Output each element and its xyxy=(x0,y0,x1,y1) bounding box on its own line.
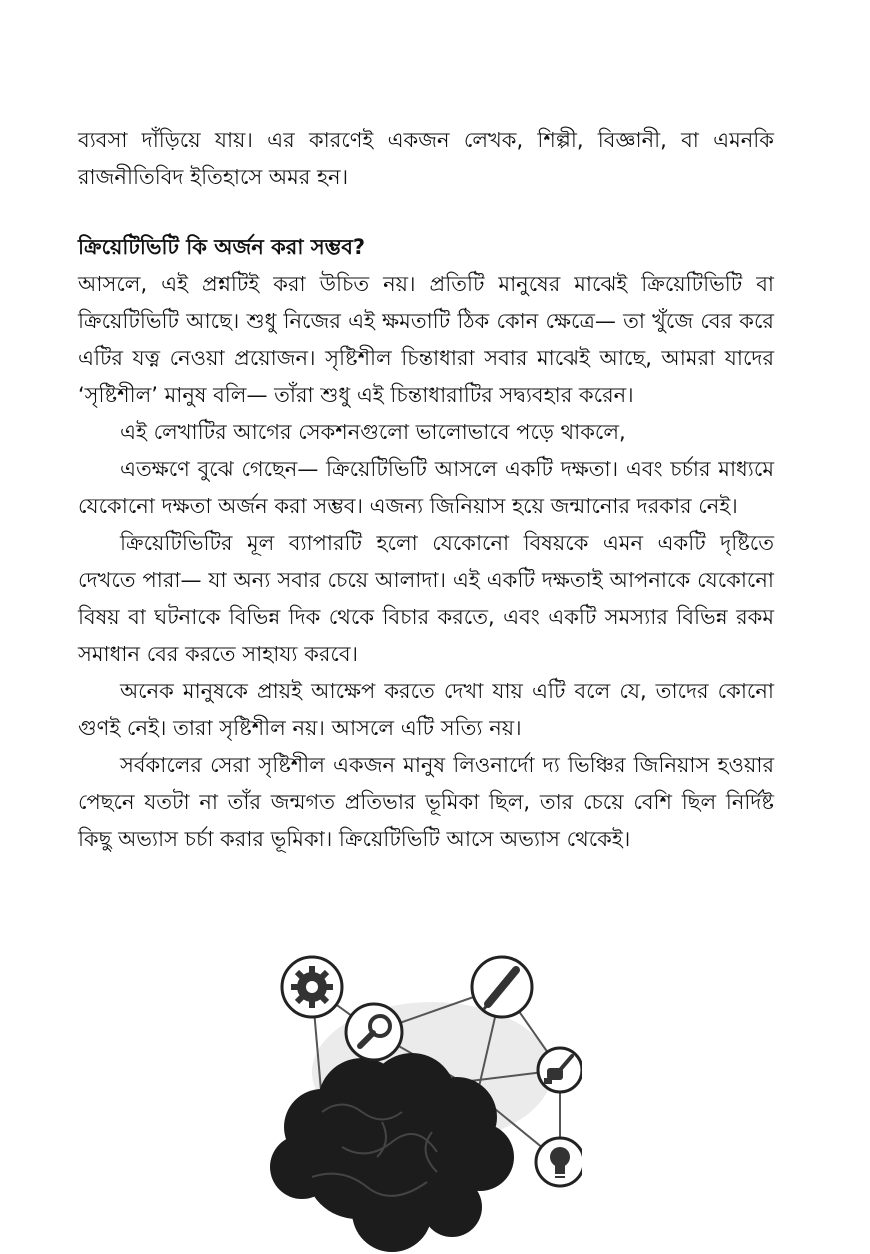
body-paragraph-1: আসলে, এই প্রশ্নটিই করা উচিত নয়। প্রতিটি মানুষের মাঝেই ক্রিয়েটিভিটি বা ক্রিয়েটিভিটি আছে। শুধু নিজের এই ক্ষমতাটি ঠিক কোন ক্ষেত্রে— তা খুঁজে বের করে এটির যত্ন নেওয়া প্রয়োজন। সৃষ্টিশীল চিন্তাধারা সবার মাঝেই আছে, আমরা যাদের ‘সৃষ্টিশীল’ মানুষ বলি— তাঁরা শুধু এই চিন্তাধারাটির সদ্ব্যবহার করেন। xyxy=(78,272,774,407)
section-body xyxy=(78,266,774,858)
pencil-node xyxy=(472,957,532,1017)
gear-icon xyxy=(291,966,333,1008)
body-paragraph-4: ক্রিয়েটিভিটির মূল ব্যাপারটি হলো যেকোনো বিষয়কে এমন একটি দৃষ্টিতে দেখতে পারা— যা অন্য সবার চেয়ে আলাদা। এই একটি দক্ষতাই আপনাকে যেকোনো বিষয় বা ঘটনাকে বিভিন্ন দিক থেকে বিচার করতে, এবং একটি সমস্যার বিভিন্ন রকম সমাধান বের করতে সাহায্য করবে। xyxy=(78,531,774,666)
lightbulb-node xyxy=(536,1138,582,1186)
body-paragraph-6: সর্বকালের সেরা সৃষ্টিশীল একজন মানুষ লিওনার্দো দ্য ভিঞ্চির জিনিয়াস হওয়ার পেছনে যতটা না তাঁর জন্মগত প্রতিভার ভূমিকা ছিল, তার চেয়ে বেশি ছিল নির্দিষ্ট কিছু অভ্যাস চর্চা করার ভূমিকা। ক্রিয়েটিভিটি আসে অভ্যাস থেকেই। xyxy=(78,753,774,851)
section-heading: ক্রিয়েটিভিটি কি অর্জন করা সম্ভব? xyxy=(78,235,366,259)
magnifier-node xyxy=(346,1004,402,1060)
gear-node xyxy=(282,957,342,1017)
pointing-hand-node xyxy=(538,1048,582,1092)
creativity-brain-illustration xyxy=(262,952,582,1254)
body-paragraph-5: অনেক মানুষকে প্রায়ই আক্ষেপ করতে দেখা যায় এটি বলে যে, তাদের কোনো গুণই নেই। তারা সৃষ্টিশীল নয়। আসলে এটি সত্যি নয়। xyxy=(78,679,774,740)
body-paragraph-2: এই লেখাটির আগের সেকশনগুলো ভালোভাবে পড়ে থাকলে, xyxy=(120,420,626,444)
intro-paragraph-block xyxy=(78,122,774,196)
brain-shape xyxy=(270,1053,514,1252)
body-paragraph-3: এতক্ষণে বুঝে গেছেন— ক্রিয়েটিভিটি আসলে একটি দক্ষতা। এবং চর্চার মাধ্যমে যেকোনো দক্ষতা অর্জন করা সম্ভব। এজন্য জিনিয়াস হয়ে জন্মানোর দরকার নেই। xyxy=(78,457,774,518)
intro-paragraph: ব্যবসা দাঁড়িয়ে যায়। এর কারণেই একজন লেখক, শিল্পী, বিজ্ঞানী, বা এমনকি রাজনীতিবিদ ইতিহাসে অমর হন। xyxy=(78,128,774,189)
